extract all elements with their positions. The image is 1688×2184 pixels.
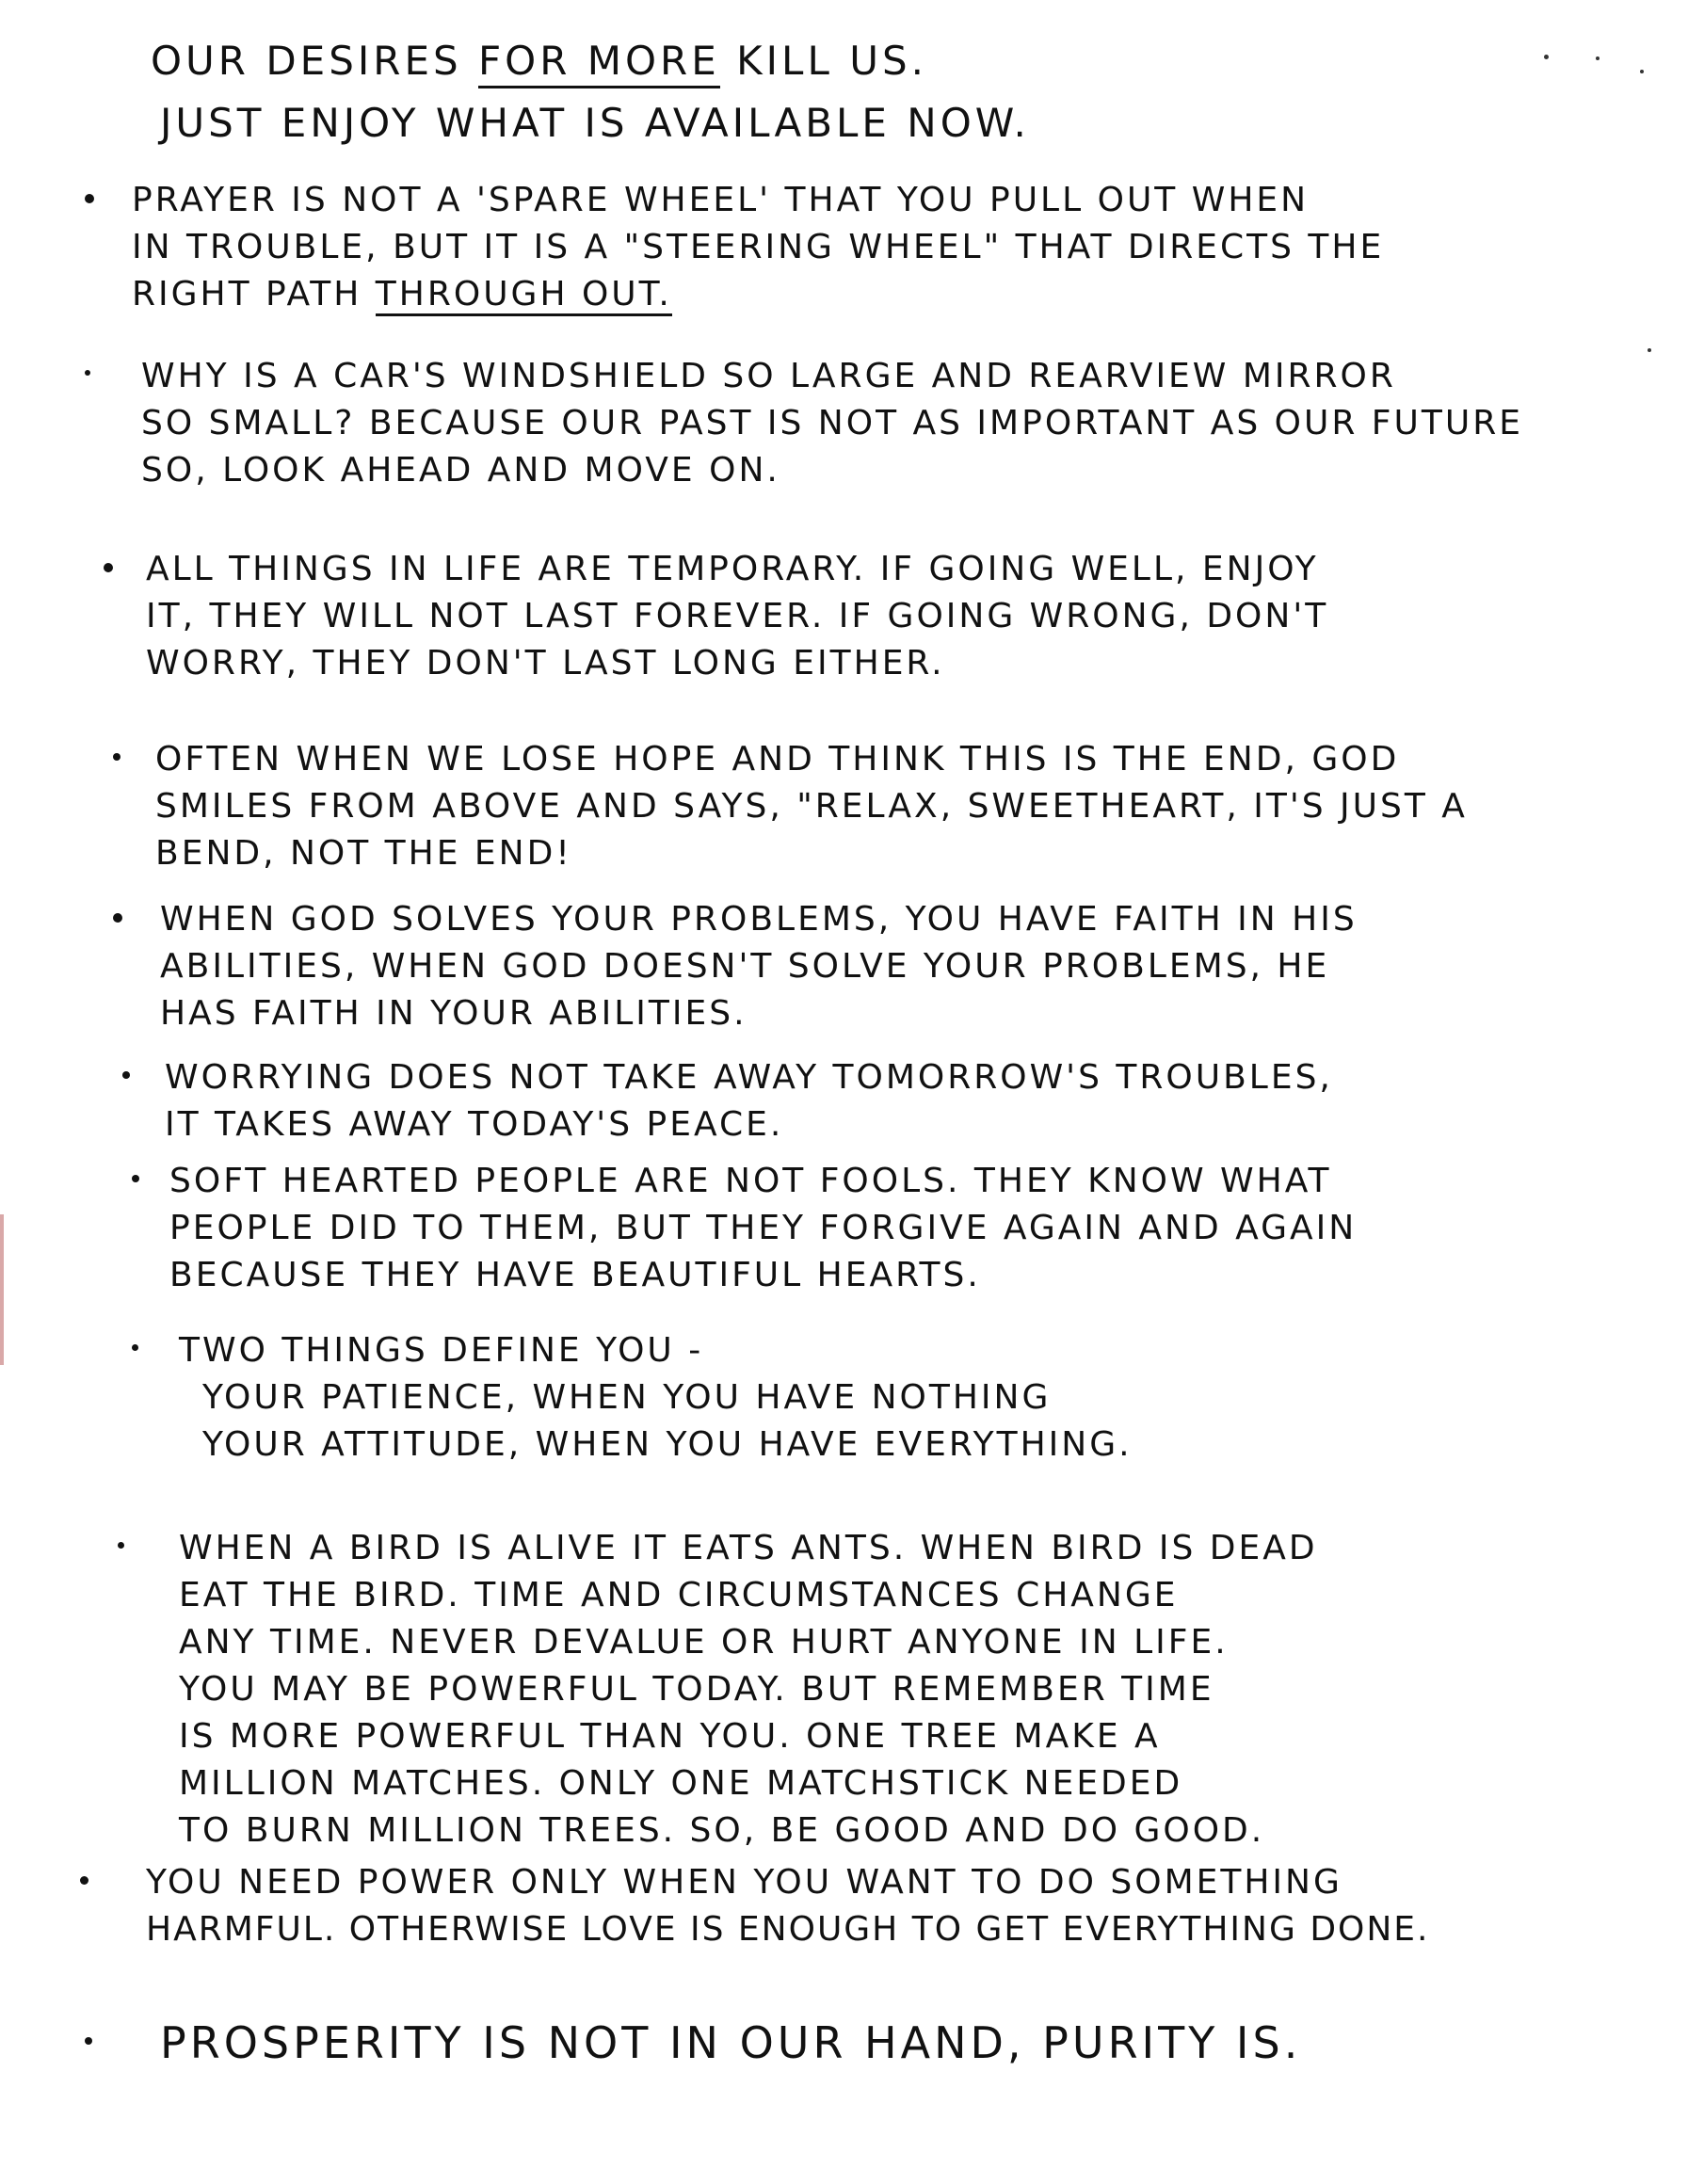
note-line: SO, LOOK AHEAD AND MOVE ON. <box>141 451 780 490</box>
bullet-mark <box>80 1876 88 1885</box>
note <box>122 1054 1666 1148</box>
bullet-mark <box>113 913 122 923</box>
note <box>132 1327 1676 1469</box>
note-line: WHEN GOD SOLVES YOUR PROBLEMS, YOU HAVE FAITH IN HIS <box>160 900 1358 939</box>
speck-mark <box>1544 55 1549 59</box>
bullet-mark <box>132 1344 138 1351</box>
edge-mark <box>0 1214 4 1365</box>
note-line: PEOPLE DID TO THEM, BUT THEY FORGIVE AGAIN AND AGAIN <box>169 1209 1358 1247</box>
note-line: BECAUSE THEY HAVE BEAUTIFUL HEARTS. <box>169 1256 981 1294</box>
speck-mark <box>1640 70 1644 73</box>
note-line: IT TAKES AWAY TODAY'S PEACE. <box>165 1105 784 1144</box>
note-line: PRAYER IS NOT A 'SPARE WHEEL' THAT YOU PULL OUT WHEN <box>132 181 1310 219</box>
note-body <box>85 353 1629 494</box>
note-line: BEND, NOT THE END! <box>155 834 572 873</box>
bullet-mark <box>118 1542 124 1549</box>
note-line: WHEN A BIRD IS ALIVE IT EATS ANTS. WHEN BIRD IS DEAD <box>179 1529 1318 1567</box>
bullet-mark <box>132 1175 139 1182</box>
note <box>132 1158 1676 1299</box>
note <box>113 896 1657 1037</box>
note-line: IN TROUBLE, BUT IT IS A "STEERING WHEEL" THAT DIRECTS THE <box>132 228 1385 266</box>
heading-text: OUR DESIRES <box>151 38 462 84</box>
note-line: YOU NEED POWER ONLY WHEN YOU WANT TO DO SOMETHING <box>146 1863 1342 1902</box>
note-body <box>132 1327 1676 1469</box>
note-line: SMILES FROM ABOVE AND SAYS, "RELAX, SWEETHEART, IT'S JUST A <box>155 787 1468 826</box>
heading-text: JUST ENJOY WHAT IS AVAILABLE NOW. <box>160 100 1030 146</box>
note <box>85 353 1629 494</box>
speck-mark <box>1596 56 1600 60</box>
note-line: PROSPERITY IS NOT IN OUR HAND, PURITY IS. <box>160 2017 1302 2068</box>
bullet-mark <box>85 194 94 203</box>
note-body <box>132 1158 1676 1299</box>
note-line: HARMFUL. OTHERWISE LOVE IS ENOUGH TO GET EVERYTHING DONE. <box>146 1910 1430 1949</box>
note-line: ABILITIES, WHEN GOD DOESN'T SOLVE YOUR PROBLEMS, HE <box>160 947 1330 986</box>
heading-line-1 <box>151 38 927 84</box>
note-line: ANY TIME. NEVER DEVALUE OR HURT ANYONE IN LIFE. <box>179 1623 1229 1662</box>
heading-underlined-text: FOR MORE <box>478 38 720 88</box>
note-body <box>113 896 1657 1037</box>
note-underlined-text: THROUGH OUT. <box>376 275 672 316</box>
note-line: YOUR ATTITUDE, WHEN YOU HAVE EVERYTHING. <box>202 1425 1133 1464</box>
note-line: IT, THEY WILL NOT LAST FOREVER. IF GOING WRONG, DON'T <box>146 597 1329 635</box>
bullet-mark <box>122 1071 130 1079</box>
note <box>85 177 1629 318</box>
note-body <box>104 546 1648 687</box>
note <box>80 1859 1624 1953</box>
note-line: HAS FAITH IN YOUR ABILITIES. <box>160 994 748 1033</box>
note-body <box>80 1859 1624 1953</box>
note-line: TO BURN MILLION TREES. SO, BE GOOD AND DO GOOD. <box>179 1811 1265 1850</box>
note-body <box>113 736 1657 877</box>
bullet-mark <box>104 563 113 572</box>
note-line: WORRY, THEY DON'T LAST LONG EITHER. <box>146 644 945 682</box>
bullet-mark <box>85 2037 92 2045</box>
note-line: WORRYING DOES NOT TAKE AWAY TOMORROW'S TROUBLES, <box>165 1058 1333 1097</box>
note-line: OFTEN WHEN WE LOSE HOPE AND THINK THIS IS THE END, GOD <box>155 740 1400 779</box>
note-line: YOU MAY BE POWERFUL TODAY. BUT REMEMBER TIME <box>179 1670 1214 1709</box>
heading-line-2 <box>160 100 1030 146</box>
note <box>113 736 1657 877</box>
note-line <box>132 271 1629 318</box>
note-body <box>118 1525 1662 1855</box>
note-line: MILLION MATCHES. ONLY ONE MATCHSTICK NEEDED <box>179 1764 1183 1803</box>
note-line: YOUR PATIENCE, WHEN YOU HAVE NOTHING <box>202 1378 1052 1417</box>
note-line: IS MORE POWERFUL THAN YOU. ONE TREE MAKE A <box>179 1717 1161 1756</box>
note-body <box>122 1054 1666 1148</box>
note-line: SO SMALL? BECAUSE OUR PAST IS NOT AS IMPORTANT AS OUR FUTURE <box>141 404 1523 442</box>
note <box>104 546 1648 687</box>
speck-mark <box>1648 348 1651 352</box>
heading-text: KILL US. <box>736 38 927 84</box>
note-line: TWO THINGS DEFINE YOU - <box>179 1331 704 1370</box>
note-line: ALL THINGS IN LIFE ARE TEMPORARY. IF GOING WELL, ENJOY <box>146 550 1319 588</box>
note-body <box>85 177 1629 318</box>
note-line: SOFT HEARTED PEOPLE ARE NOT FOOLS. THEY KNOW WHAT <box>169 1162 1332 1200</box>
note <box>118 1525 1662 1855</box>
bullet-mark <box>113 753 121 761</box>
note-line: EAT THE BIRD. TIME AND CIRCUMSTANCES CHANGE <box>179 1576 1179 1614</box>
note-text: RIGHT PATH <box>132 275 362 313</box>
note-line: WHY IS A CAR'S WINDSHIELD SO LARGE AND REARVIEW MIRROR <box>141 357 1396 395</box>
note-body <box>85 2015 1629 2071</box>
bullet-mark <box>85 370 90 376</box>
note <box>85 2015 1629 2071</box>
